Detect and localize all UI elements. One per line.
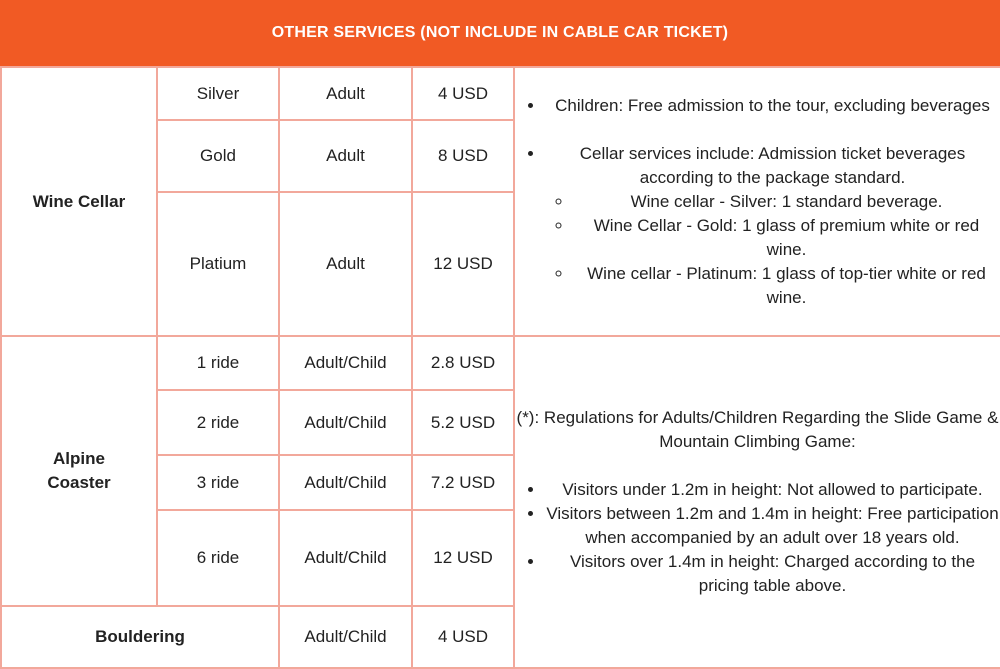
regulations-intro: (*): Regulations for Adults/Children Regarding the Slide Game & Mountain Climbing Game:	[516, 408, 999, 451]
price-cell: 4 USD	[412, 606, 514, 668]
price-cell: 12 USD	[412, 192, 514, 336]
package-cell: 1 ride	[157, 336, 279, 390]
price-cell: 2.8 USD	[412, 336, 514, 390]
alpine-coaster-label: Alpine Coaster	[47, 449, 111, 492]
list-item: ◦ Wine cellar - Silver: 1 standard beverage.	[573, 190, 1000, 214]
table-row	[1, 336, 1000, 390]
services-table	[0, 66, 1000, 669]
price-cell: 7.2 USD	[412, 455, 514, 510]
regulations-list	[515, 478, 1000, 598]
audience-cell: Adult/Child	[279, 390, 412, 455]
list-item: • Visitors between 1.2m and 1.4m in height: Free participation when accompanied by an adult over 18 years old.	[545, 502, 1000, 550]
audience-cell: Adult/Child	[279, 510, 412, 606]
list-item: ◦ Wine cellar - Platinum: 1 glass of top-tier white or red wine.	[573, 262, 1000, 310]
package-cell: Platium	[157, 192, 279, 336]
package-cell: Silver	[157, 67, 279, 120]
package-cell: 2 ride	[157, 390, 279, 455]
price-cell: 5.2 USD	[412, 390, 514, 455]
price-cell: 4 USD	[412, 67, 514, 120]
audience-cell: Adult	[279, 120, 412, 192]
cellar-notes-list	[515, 142, 1000, 310]
cellar-sub-list	[545, 190, 1000, 310]
table-header	[0, 0, 1000, 66]
package-cell: 3 ride	[157, 455, 279, 510]
package-cell: 6 ride	[157, 510, 279, 606]
category-cell-bouldering: Bouldering	[1, 606, 279, 668]
wine-notes-cell	[514, 67, 1000, 336]
audience-cell: Adult/Child	[279, 606, 412, 668]
price-cell: 8 USD	[412, 120, 514, 192]
list-item: • Children: Free admission to the tour, excluding beverages	[545, 94, 1000, 118]
audience-cell: Adult/Child	[279, 336, 412, 390]
list-item	[545, 142, 1000, 310]
list-item: ◦ Wine Cellar - Gold: 1 glass of premium white or red wine.	[573, 214, 1000, 262]
package-cell: Gold	[157, 120, 279, 192]
wine-notes-list	[515, 94, 1000, 118]
audience-cell: Adult	[279, 192, 412, 336]
audience-cell: Adult/Child	[279, 455, 412, 510]
category-cell-wine-cellar: Wine Cellar	[1, 67, 157, 336]
category-cell-alpine-coaster	[1, 336, 157, 606]
price-cell: 12 USD	[412, 510, 514, 606]
header-title: OTHER SERVICES (NOT INCLUDE IN CABLE CAR TICKET)	[271, 24, 729, 41]
list-item: • Visitors under 1.2m in height: Not allowed to participate.	[545, 478, 1000, 502]
table-row	[1, 67, 1000, 120]
regulations-cell	[514, 336, 1000, 668]
list-item: • Visitors over 1.4m in height: Charged according to the pricing table above.	[545, 550, 1000, 598]
audience-cell: Adult	[279, 67, 412, 120]
cellar-services-text: Cellar services include: Admission ticket beverages according to the package standard.	[579, 143, 966, 187]
